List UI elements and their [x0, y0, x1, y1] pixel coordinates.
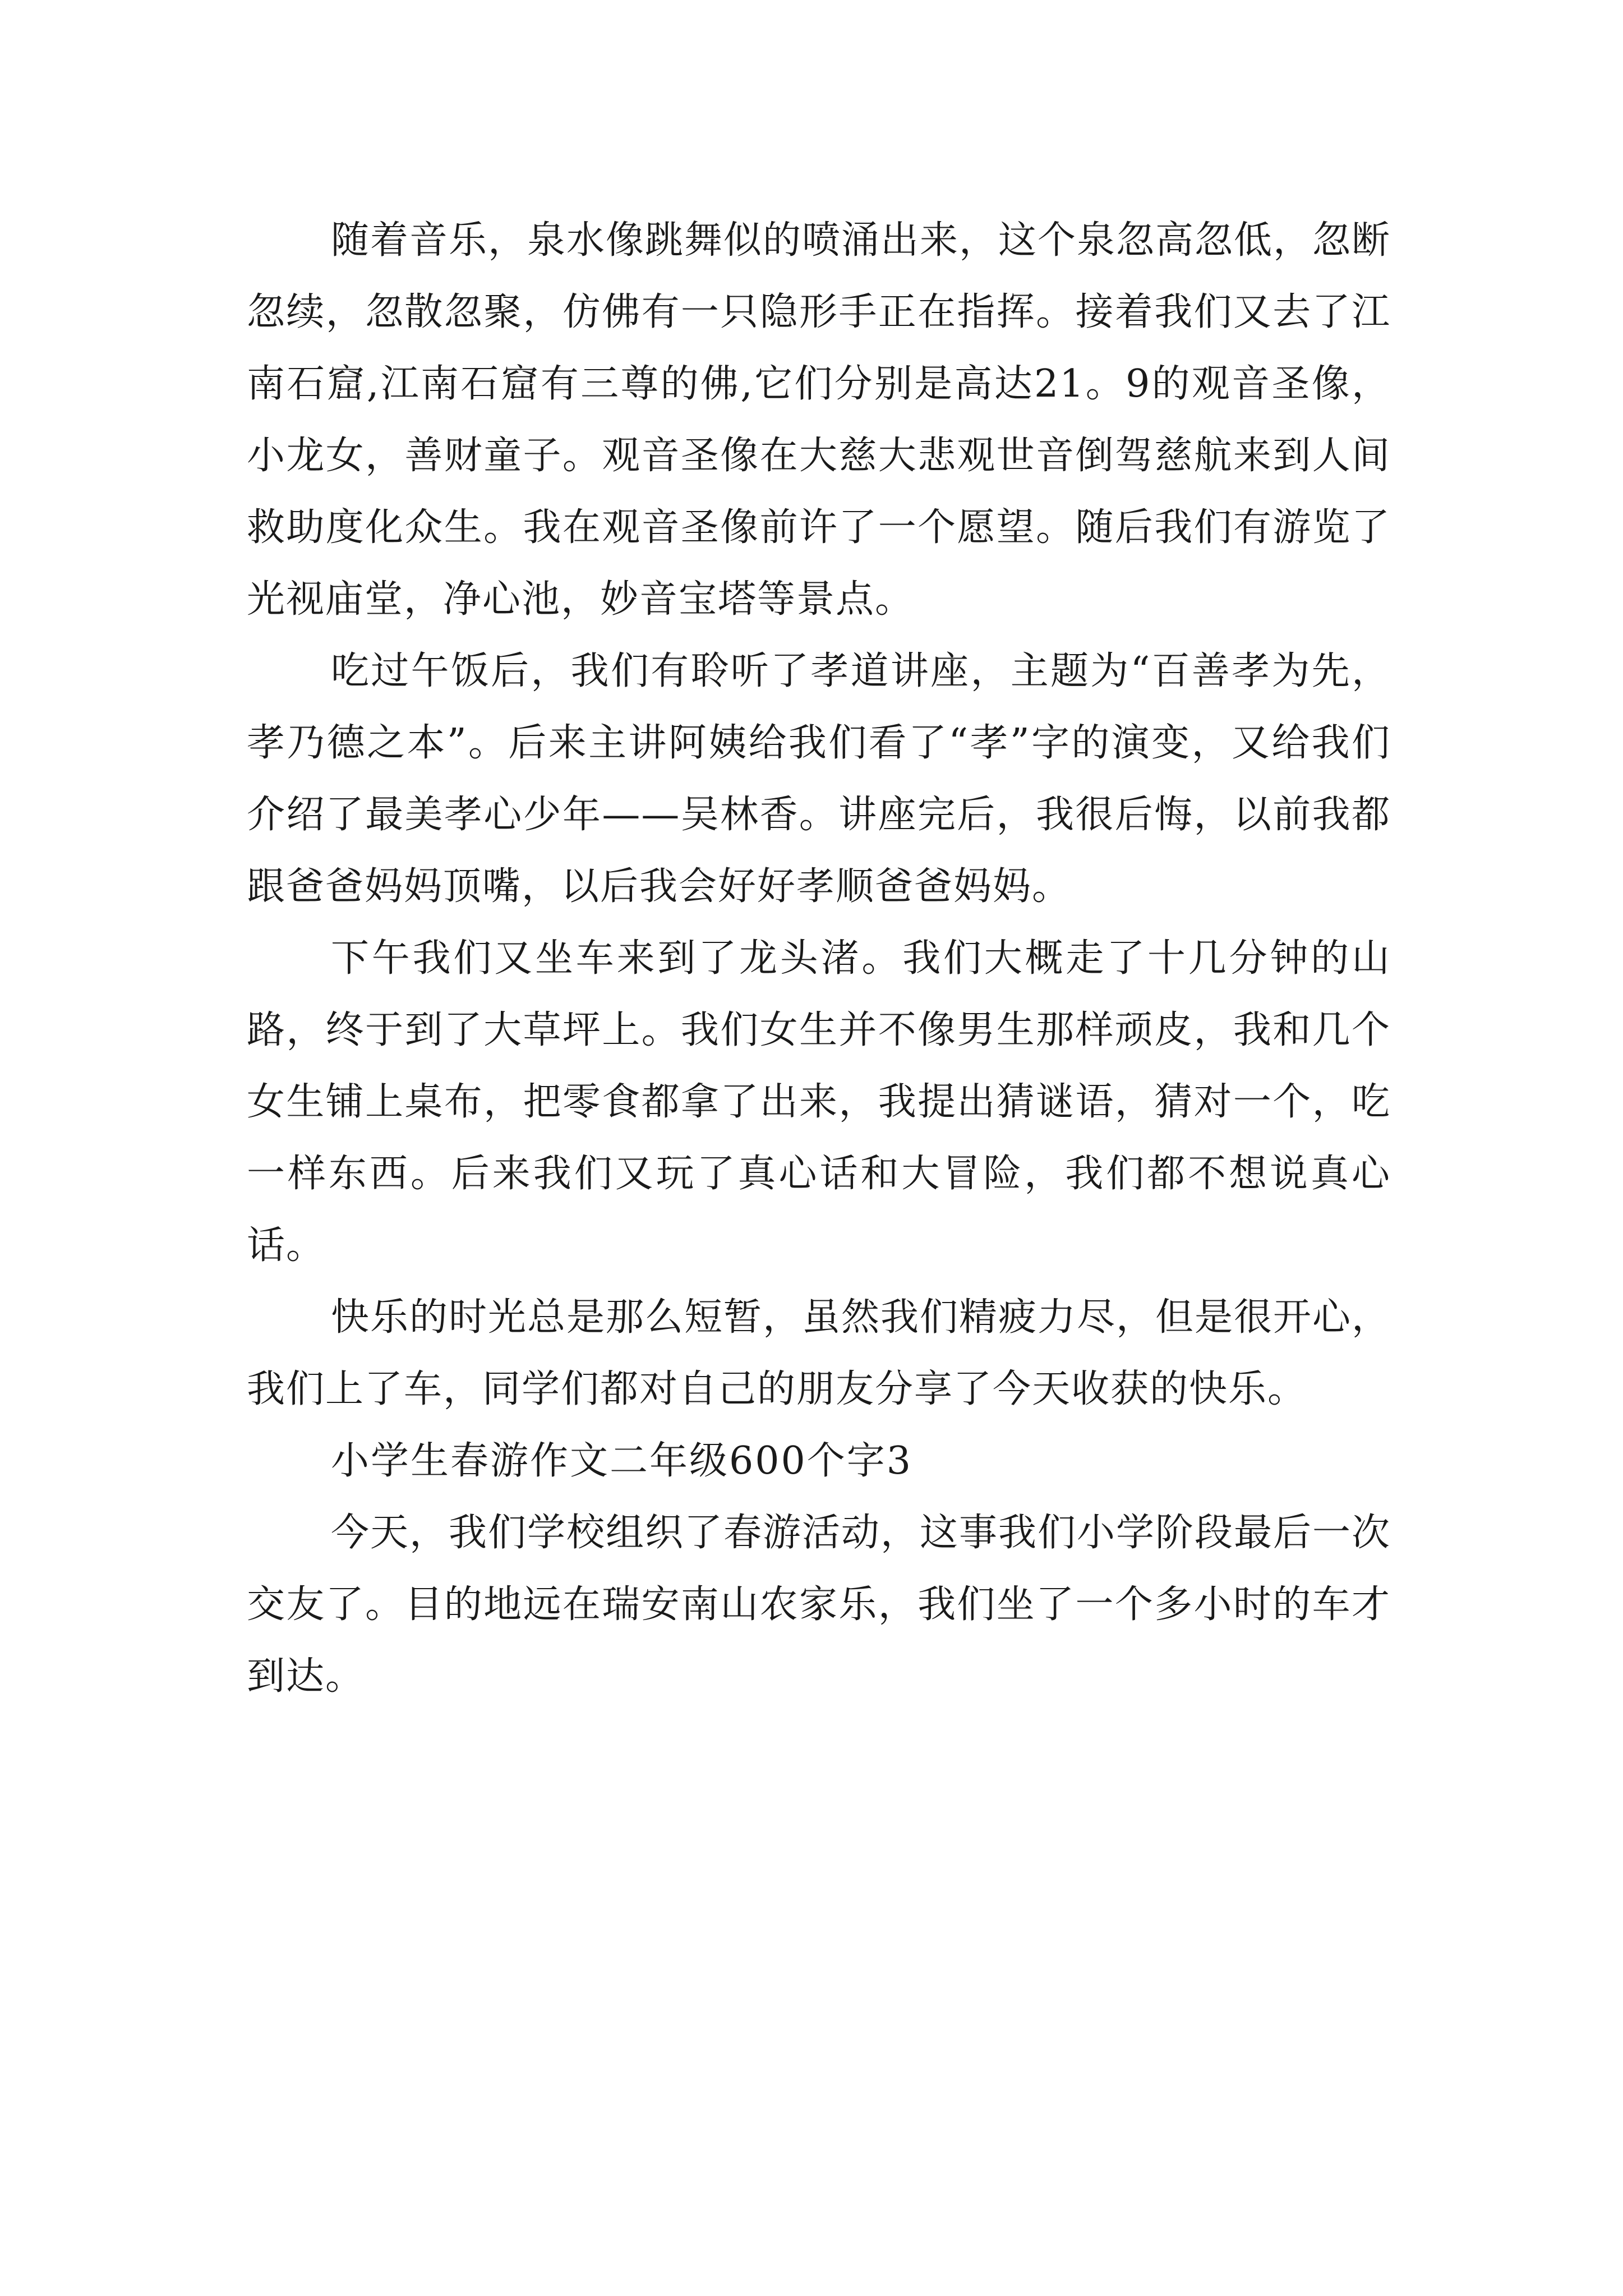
paragraph-happy-time: 快乐的时光总是那么短暂，虽然我们精疲力尽，但是很开心，我们上了车，同学们都对自己的朋友分享了今天收获的快乐。 — [247, 1295, 1391, 1411]
paragraph-filial-lecture: 吃过午饭后，我们有聆听了孝道讲座，主题为“百善孝为先，孝乃德之本”。后来主讲阿姨给我们看了“孝”字的演变，又给我们介绍了最美孝心少年——吴林香。讲座完后，我很后悔，以前我都跟爸爸妈妈顶嘴，以后我会好好孝顺爸爸妈妈。 — [247, 649, 1391, 909]
document-body — [247, 205, 1391, 1713]
section-heading: 小学生春游作文二年级600个字3 — [331, 1439, 913, 1483]
paragraph-longtouzhu: 下午我们又坐车来到了龙头渚。我们大概走了十几分钟的山路，终于到了大草坪上。我们女生并不像男生那样顽皮，我和几个女生铺上桌布，把零食都拿了出来，我提出猜谜语，猜对一个，吃一样东西。后来我们又玩了真心话和大冒险，我们都不想说真心话。 — [247, 936, 1391, 1268]
paragraph-fountain-grotto: 随着音乐，泉水像跳舞似的喷涌出来，这个泉忽高忽低，忽断忽续，忽散忽聚，仿佛有一只隐形手正在指挥。接着我们又去了江南石窟,江南石窟有三尊的佛,它们分别是高达21。9的观音圣像，小龙女，善财童子。观音圣像在大慈大悲观世音倒驾慈航来到人间救助度化众生。我在观音圣像前许了一个愿望。随后我们有游览了光视庙堂，净心池，妙音宝塔等景点。 — [247, 218, 1391, 622]
paragraph-spring-outing: 今天，我们学校组织了春游活动，这事我们小学阶段最后一次交友了。目的地远在瑞安南山农家乐，我们坐了一个多小时的车才到达。 — [247, 1511, 1391, 1699]
